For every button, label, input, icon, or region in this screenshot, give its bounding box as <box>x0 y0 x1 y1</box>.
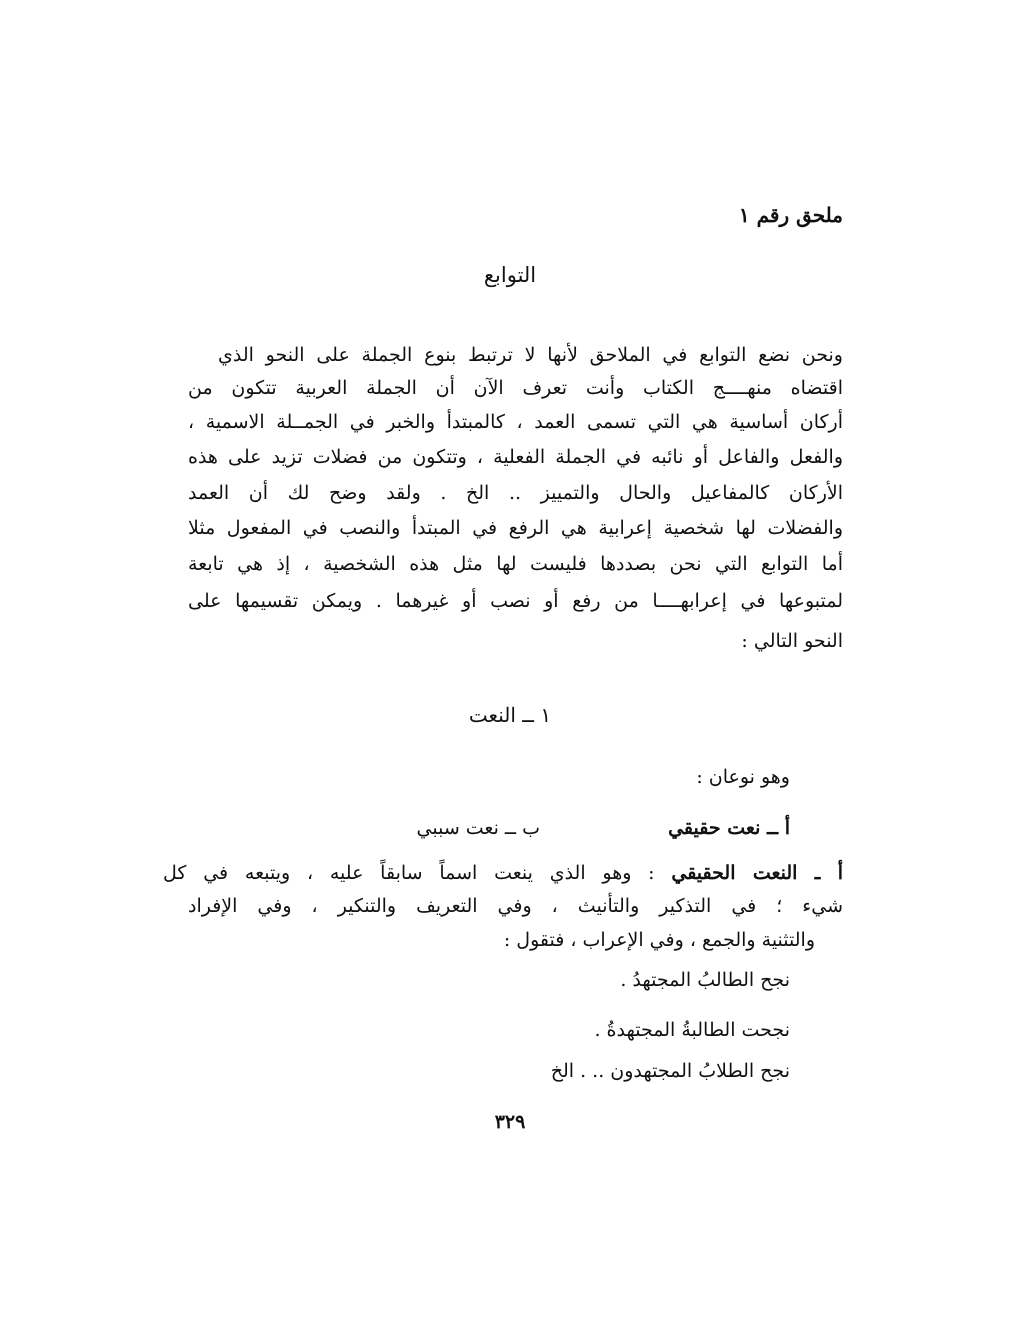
example: نجح الطلابُ المجتهدون .. . الخ <box>550 1060 790 1082</box>
example: نجح الطالبُ المجتهدُ . <box>620 969 790 991</box>
paragraph-line: أما التوابع التي نحن بصددها فليست لها مثل هذه الشخصية ، إذ هي تابعة <box>188 553 843 575</box>
definition-line: والتثنية والجمع ، وفي الإعراب ، فتقول : <box>503 929 815 951</box>
definition-line: شيء ؛ في التذكير والتأنيث ، وفي التعريف والتنكير ، وفي الإفراد <box>188 895 843 917</box>
paragraph-line: النحو التالي : <box>741 630 843 652</box>
paragraph-line: والفضلات لها شخصية إعرابية هي الرفع في المبتدأ والنصب في المفعول مثلا <box>188 517 843 539</box>
example: نجحت الطالبةُ المجتهدةُ . <box>594 1019 790 1041</box>
paragraph-line: أركان أساسية هي التي تسمى العمد ، كالمبتدأ والخبر في الجمــلة الاسمية ، <box>188 411 843 433</box>
chapter-title: التوابع <box>483 263 537 287</box>
paragraph-line: اقتضاه منهــــج الكتاب وأنت تعرف الآن أن الجملة العربية تتكون من <box>188 377 843 399</box>
definition-text: : وهو الذي ينعت اسماً سابقاً عليه ، ويتبعه في كل <box>163 862 655 884</box>
type-b: ب ــ نعت سببي <box>416 817 540 839</box>
paragraph-line: ونحن نضع التوابع في الملاحق لأنها لا ترتبط بنوع الجملة على النحو الذي <box>218 344 843 366</box>
paragraph-line: الأركان كالمفاعيل والحال والتمييز .. الخ . ولقد وضح لك أن العمد <box>188 482 843 504</box>
page-number: ٣٢٩ <box>494 1111 526 1133</box>
definition-term: أ ـ النعت الحقيقي <box>671 862 843 884</box>
appendix-title: ملحق رقم ١ <box>738 203 843 227</box>
paragraph-line: والفعل والفاعل أو نائبه في الجملة الفعلية ، وتتكون من فضلات تزيد على هذه <box>188 446 843 468</box>
type-a: أ ــ نعت حقيقي <box>668 817 790 839</box>
types-intro: وهو نوعان : <box>696 766 790 788</box>
paragraph-line: لمتبوعها في إعرابهــــا من رفع أو نصب أو غيرهما . ويمكن تقسيمها على <box>188 590 843 612</box>
section-title: ١ ــ النعت <box>468 703 552 727</box>
